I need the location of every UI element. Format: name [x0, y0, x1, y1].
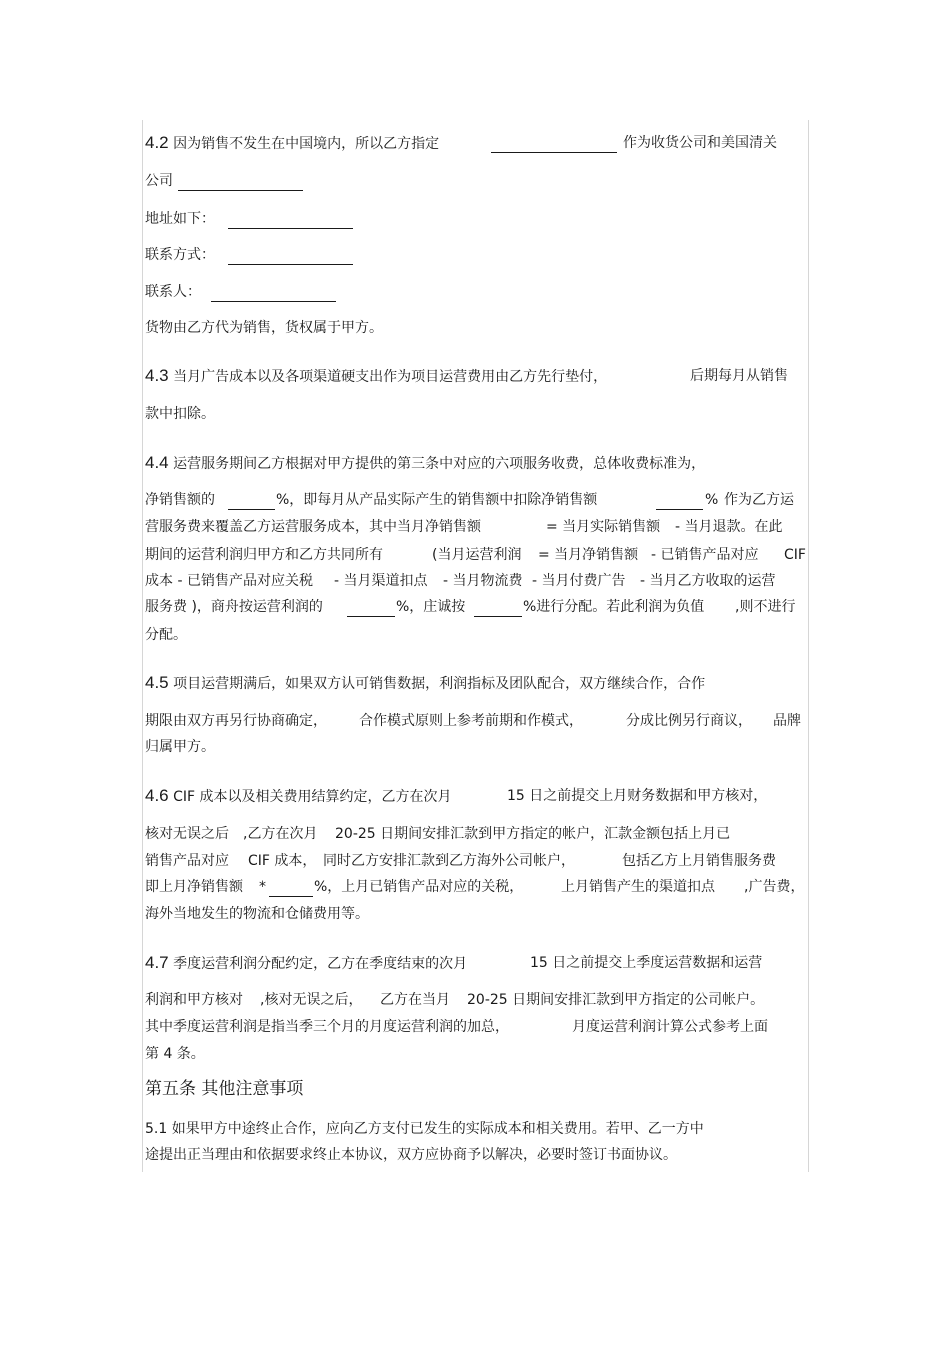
clause-text: 即上月净销售额	[145, 879, 243, 895]
clause-text: 服务费 )，商舟按运营利润的	[145, 599, 323, 615]
clause-text: 分配。	[145, 627, 187, 643]
clause-text: 合作模式原则上参考前期和作模式，	[359, 713, 583, 729]
clause-text: ,核对无误之后，	[260, 992, 363, 1008]
clause-text: 因为销售不发生在中国境内，所以乙方指定	[173, 136, 440, 152]
clause-text: ,乙方在次月	[243, 826, 318, 842]
clause-text: (当月运营利润	[432, 547, 522, 563]
clause-4-4-line-1	[145, 454, 705, 473]
clause-4-3-line-1	[145, 367, 607, 386]
person-label: 联系人：	[145, 284, 201, 300]
clause-text: 月度运营利润计算公式参考上面	[572, 1019, 768, 1035]
clause-text: 20-25 日期间安排汇款到甲方指定的公司帐户。	[467, 992, 765, 1008]
clause-text: %，即每月从产品实际产生的销售额中扣除净销售额	[276, 492, 598, 508]
clause-4-2-line-1	[145, 134, 439, 153]
clause-text: 上月销售产生的渠道扣点	[561, 879, 715, 895]
clause-text: 销售产品对应	[145, 853, 229, 869]
clause-text: 运营服务期间乙方根据对甲方提供的第三条中对应的六项服务收费，总体收费标准为，	[173, 456, 706, 472]
clause-number: 4.6	[145, 786, 169, 805]
clause-text: - 当月乙方收取的运营	[640, 573, 776, 589]
clause-text: 期限由双方再另行协商确定，	[145, 713, 327, 729]
blank-percent[interactable]	[269, 882, 313, 897]
clause-text: 净销售额的	[145, 492, 215, 508]
clause-number: 4.5	[145, 673, 169, 692]
blank-address[interactable]	[228, 214, 353, 229]
contact-label: 联系方式：	[145, 247, 215, 263]
clause-4-6-line-1	[145, 787, 452, 806]
clause-text: 款中扣除。	[145, 406, 215, 422]
clause-text: - 当月退款。在此	[675, 519, 783, 535]
clause-text: CIF 成本，	[248, 853, 317, 869]
clause-text: 其中季度运营利润是指当季三个月的月度运营利润的加总，	[145, 1019, 509, 1035]
clause-text: %进行分配。若此利润为负值	[523, 599, 705, 615]
clause-text: 期间的运营利润归甲方和乙方共同所有	[145, 547, 383, 563]
clause-5-1-line-2: 途提出正当理由和依据要求终止本协议，双方应协商予以解决，必要时签订书面协议。	[145, 1147, 677, 1163]
clause-text: %，庄诚按	[396, 599, 466, 615]
clause-text: 利润和甲方核对	[145, 992, 243, 1008]
clause-text: 乙方在当月	[380, 992, 450, 1008]
blank-percent[interactable]	[474, 602, 522, 617]
clause-text: 作为收货公司和美国清关	[623, 135, 777, 151]
clause-text: %，上月已销售产品对应的关税，	[314, 879, 524, 895]
clause-text: 后期每月从销售	[690, 368, 788, 384]
clause-text: *	[259, 879, 266, 895]
blank-percent[interactable]	[656, 495, 703, 510]
blank-person[interactable]	[211, 287, 336, 302]
section-heading: 第五条 其他注意事项	[145, 1079, 304, 1099]
clause-text: - 已销售产品对应	[651, 547, 759, 563]
clause-text: ,广告费，	[744, 879, 805, 895]
clause-text: 15 日之前提交上季度运营数据和运营	[530, 955, 763, 971]
blank-contact[interactable]	[228, 250, 353, 265]
clause-text: ,则不进行	[735, 599, 796, 615]
clause-text: 作为乙方运	[724, 492, 794, 508]
clause-text: 季度运营利润分配约定，乙方在季度结束的次月	[173, 956, 468, 972]
clause-text: 归属甲方。	[145, 739, 215, 755]
clause-text: 海外当地发生的物流和仓储费用等。	[145, 906, 369, 922]
clause-text: = 当月实际销售额	[546, 519, 661, 535]
clause-text: 当月广告成本以及各项渠道硬支出作为项目运营费用由乙方先行垫付，	[173, 369, 608, 385]
clause-text: %	[705, 492, 719, 508]
clause-text: 核对无误之后	[145, 826, 229, 842]
page-frame	[142, 120, 809, 1172]
clause-number: 4.7	[145, 953, 169, 972]
clause-text: 项目运营期满后，如果双方认可销售数据，利润指标及团队配合，双方继续合作，合作	[173, 676, 706, 692]
clause-text: - 当月付费广告	[532, 573, 626, 589]
clause-number: 4.2	[145, 133, 169, 152]
clause-text: - 当月渠道扣点	[334, 573, 428, 589]
blank-percent[interactable]	[228, 495, 275, 510]
blank-percent[interactable]	[347, 602, 395, 617]
clause-number: 4.3	[145, 366, 169, 385]
clause-text: 20-25 日期间安排汇款到甲方指定的帐户，汇款金额包括上月已	[335, 826, 731, 842]
clause-4-7-line-1	[145, 954, 467, 973]
clause-4-5-line-1	[145, 674, 705, 693]
clause-text: 分成比例另行商议，	[626, 713, 752, 729]
clause-5-1-line-1: 5.1 如果甲方中途终止合作，应向乙方支付已发生的实际成本和相关费用。若甲、乙一方中	[145, 1121, 704, 1137]
blank-company[interactable]	[178, 176, 303, 191]
clause-text: 同时乙方安排汇款到乙方海外公司帐户，	[323, 853, 575, 869]
clause-text: 包括乙方上月销售服务费	[622, 853, 776, 869]
clause-text: 第 4 条。	[145, 1046, 205, 1062]
clause-text: 公司	[145, 173, 173, 189]
clause-text: = 当月净销售额	[538, 547, 639, 563]
clause-text: 成本 - 已销售产品对应关税	[145, 573, 313, 589]
clause-number: 4.4	[145, 453, 169, 472]
blank-consignee[interactable]	[491, 138, 617, 153]
clause-text: CIF	[784, 547, 806, 563]
clause-text: - 当月物流费	[443, 573, 523, 589]
address-label: 地址如下：	[145, 211, 215, 227]
clause-text: CIF 成本以及相关费用结算约定，乙方在次月	[173, 789, 452, 805]
clause-text: 15 日之前提交上月财务数据和甲方核对，	[507, 788, 768, 804]
clause-text: 营服务费来覆盖乙方运营服务成本，其中当月净销售额	[145, 519, 481, 535]
clause-text: 品牌	[773, 713, 801, 729]
clause-text: 货物由乙方代为销售，货权属于甲方。	[145, 320, 383, 336]
